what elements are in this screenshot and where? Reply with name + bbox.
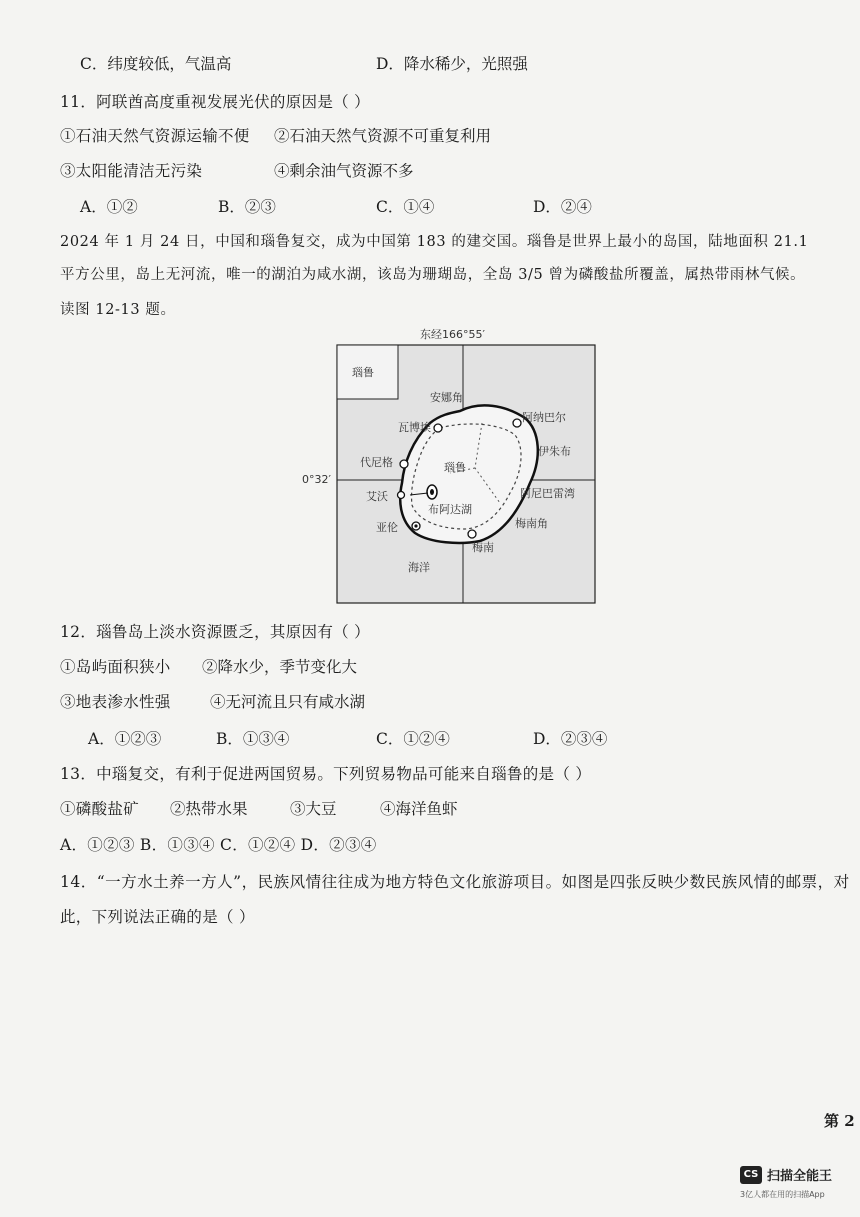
label-anna: 安娜角 bbox=[430, 391, 463, 404]
label-anibare: 阿纳巴尔 bbox=[522, 411, 566, 424]
yaren-dot bbox=[414, 524, 417, 527]
denig-marker bbox=[400, 460, 408, 468]
q12-statement-4: ④无河流且只有咸水湖 bbox=[210, 693, 366, 711]
label-yaren: 亚伦 bbox=[376, 521, 398, 534]
q11-option-d: D．②④ bbox=[533, 198, 592, 216]
nauru-map bbox=[300, 323, 600, 608]
page-number: 第 2 bbox=[824, 1112, 855, 1130]
q12-statement-3: ③地表渗水性强 bbox=[60, 693, 171, 711]
waboe-marker bbox=[434, 424, 442, 432]
q10-option-c: C．纬度较低，气温高 bbox=[80, 55, 232, 73]
q11-stem: 11．阿联酋高度重视发展光伏的原因是（ ） bbox=[60, 93, 370, 111]
q11-statement-4: ④剩余油气资源不多 bbox=[274, 162, 414, 180]
q11-statement-2: ②石油天然气资源不可重复利用 bbox=[274, 127, 492, 145]
label-nauru: 瑙鲁 bbox=[444, 461, 466, 474]
label-ocean: 海洋 bbox=[408, 561, 430, 574]
anibare-marker bbox=[513, 419, 521, 427]
label-meneng: 梅南 bbox=[472, 541, 494, 554]
buada-lagoon-core bbox=[430, 489, 434, 495]
passage-line-3: 读图 12-13 题。 bbox=[60, 302, 176, 318]
label-meneng-cape: 梅南角 bbox=[515, 517, 548, 530]
q10-option-d: D．降水稀少，光照强 bbox=[376, 55, 528, 73]
passage-line-1: 2024 年 1 月 24 日，中国和瑙鲁复交，成为中国第 183 的建交国。瑙鲁是世界上最小的岛国，陆地面积 21.1 bbox=[60, 234, 809, 250]
aiwo-marker bbox=[398, 492, 405, 499]
q11-option-a: A．①② bbox=[80, 198, 138, 216]
q12-stem: 12．瑙鲁岛上淡水资源匮乏，其原因有（ ） bbox=[60, 623, 370, 641]
label-buada: 布阿达湖 bbox=[428, 503, 472, 516]
q13-statement-1: ①磷酸盐矿 bbox=[60, 800, 140, 818]
q12-option-b: B．①③④ bbox=[216, 730, 290, 748]
q14-stem-line-2: 此，下列说法正确的是（ ） bbox=[60, 908, 255, 926]
q14-stem-line-1: 14．“一方水土养一方人”，民族风情往往成为地方特色文化旅游项目。如图是四张反映少数民族风情的邮票，对 bbox=[60, 873, 850, 891]
label-anibare-bay: 阿尼巴雷湾 bbox=[520, 487, 575, 500]
q11-option-c: C．①④ bbox=[376, 198, 435, 216]
label-ijuw: 伊朱布 bbox=[538, 445, 571, 458]
q11-option-b: B．②③ bbox=[218, 198, 276, 216]
q12-statement-1: ①岛屿面积狭小 bbox=[60, 658, 171, 676]
map-inset-label: 瑙鲁 bbox=[352, 366, 374, 379]
q12-option-c: C．①②④ bbox=[376, 730, 450, 748]
q12-statement-2: ②降水少，季节变化大 bbox=[202, 658, 358, 676]
q11-statement-1: ①石油天然气资源运输不便 bbox=[60, 127, 250, 145]
label-aiwo: 艾沃 bbox=[366, 490, 388, 503]
q12-option-a: A．①②③ bbox=[88, 730, 162, 748]
map-latitude-label: 0°32′ bbox=[302, 473, 331, 486]
label-waboe: 瓦博埃 bbox=[398, 421, 431, 434]
q13-statement-2: ②热带水果 bbox=[170, 800, 248, 818]
q13-statement-4: ④海洋鱼虾 bbox=[380, 800, 458, 818]
q13-statement-3: ③大豆 bbox=[290, 800, 337, 818]
meneng-marker bbox=[468, 530, 476, 538]
label-denig: 代尼格 bbox=[360, 456, 393, 469]
q13-stem: 13．中瑙复交，有利于促进两国贸易。下列贸易物品可能来自瑙鲁的是（ ） bbox=[60, 765, 592, 783]
passage-line-2: 平方公里，岛上无河流，唯一的湖泊为咸水湖，该岛为珊瑚岛，全岛 3/5 曾为磷酸盐所覆盖，属热带雨林气候。 bbox=[60, 267, 806, 283]
camscanner-logo bbox=[740, 1165, 832, 1184]
camscanner-tagline: 3亿人都在用的扫描App bbox=[740, 1190, 825, 1199]
map-longitude-label: 东经166°55′ bbox=[420, 328, 485, 341]
camscanner-name: 扫描全能王 bbox=[767, 1169, 833, 1184]
q13-options: A．①②③ B．①③④ C．①②④ D．②③④ bbox=[60, 836, 377, 854]
camscanner-icon: CS bbox=[740, 1166, 762, 1184]
q12-option-d: D．②③④ bbox=[533, 730, 608, 748]
q11-statement-3: ③太阳能清洁无污染 bbox=[60, 162, 203, 180]
